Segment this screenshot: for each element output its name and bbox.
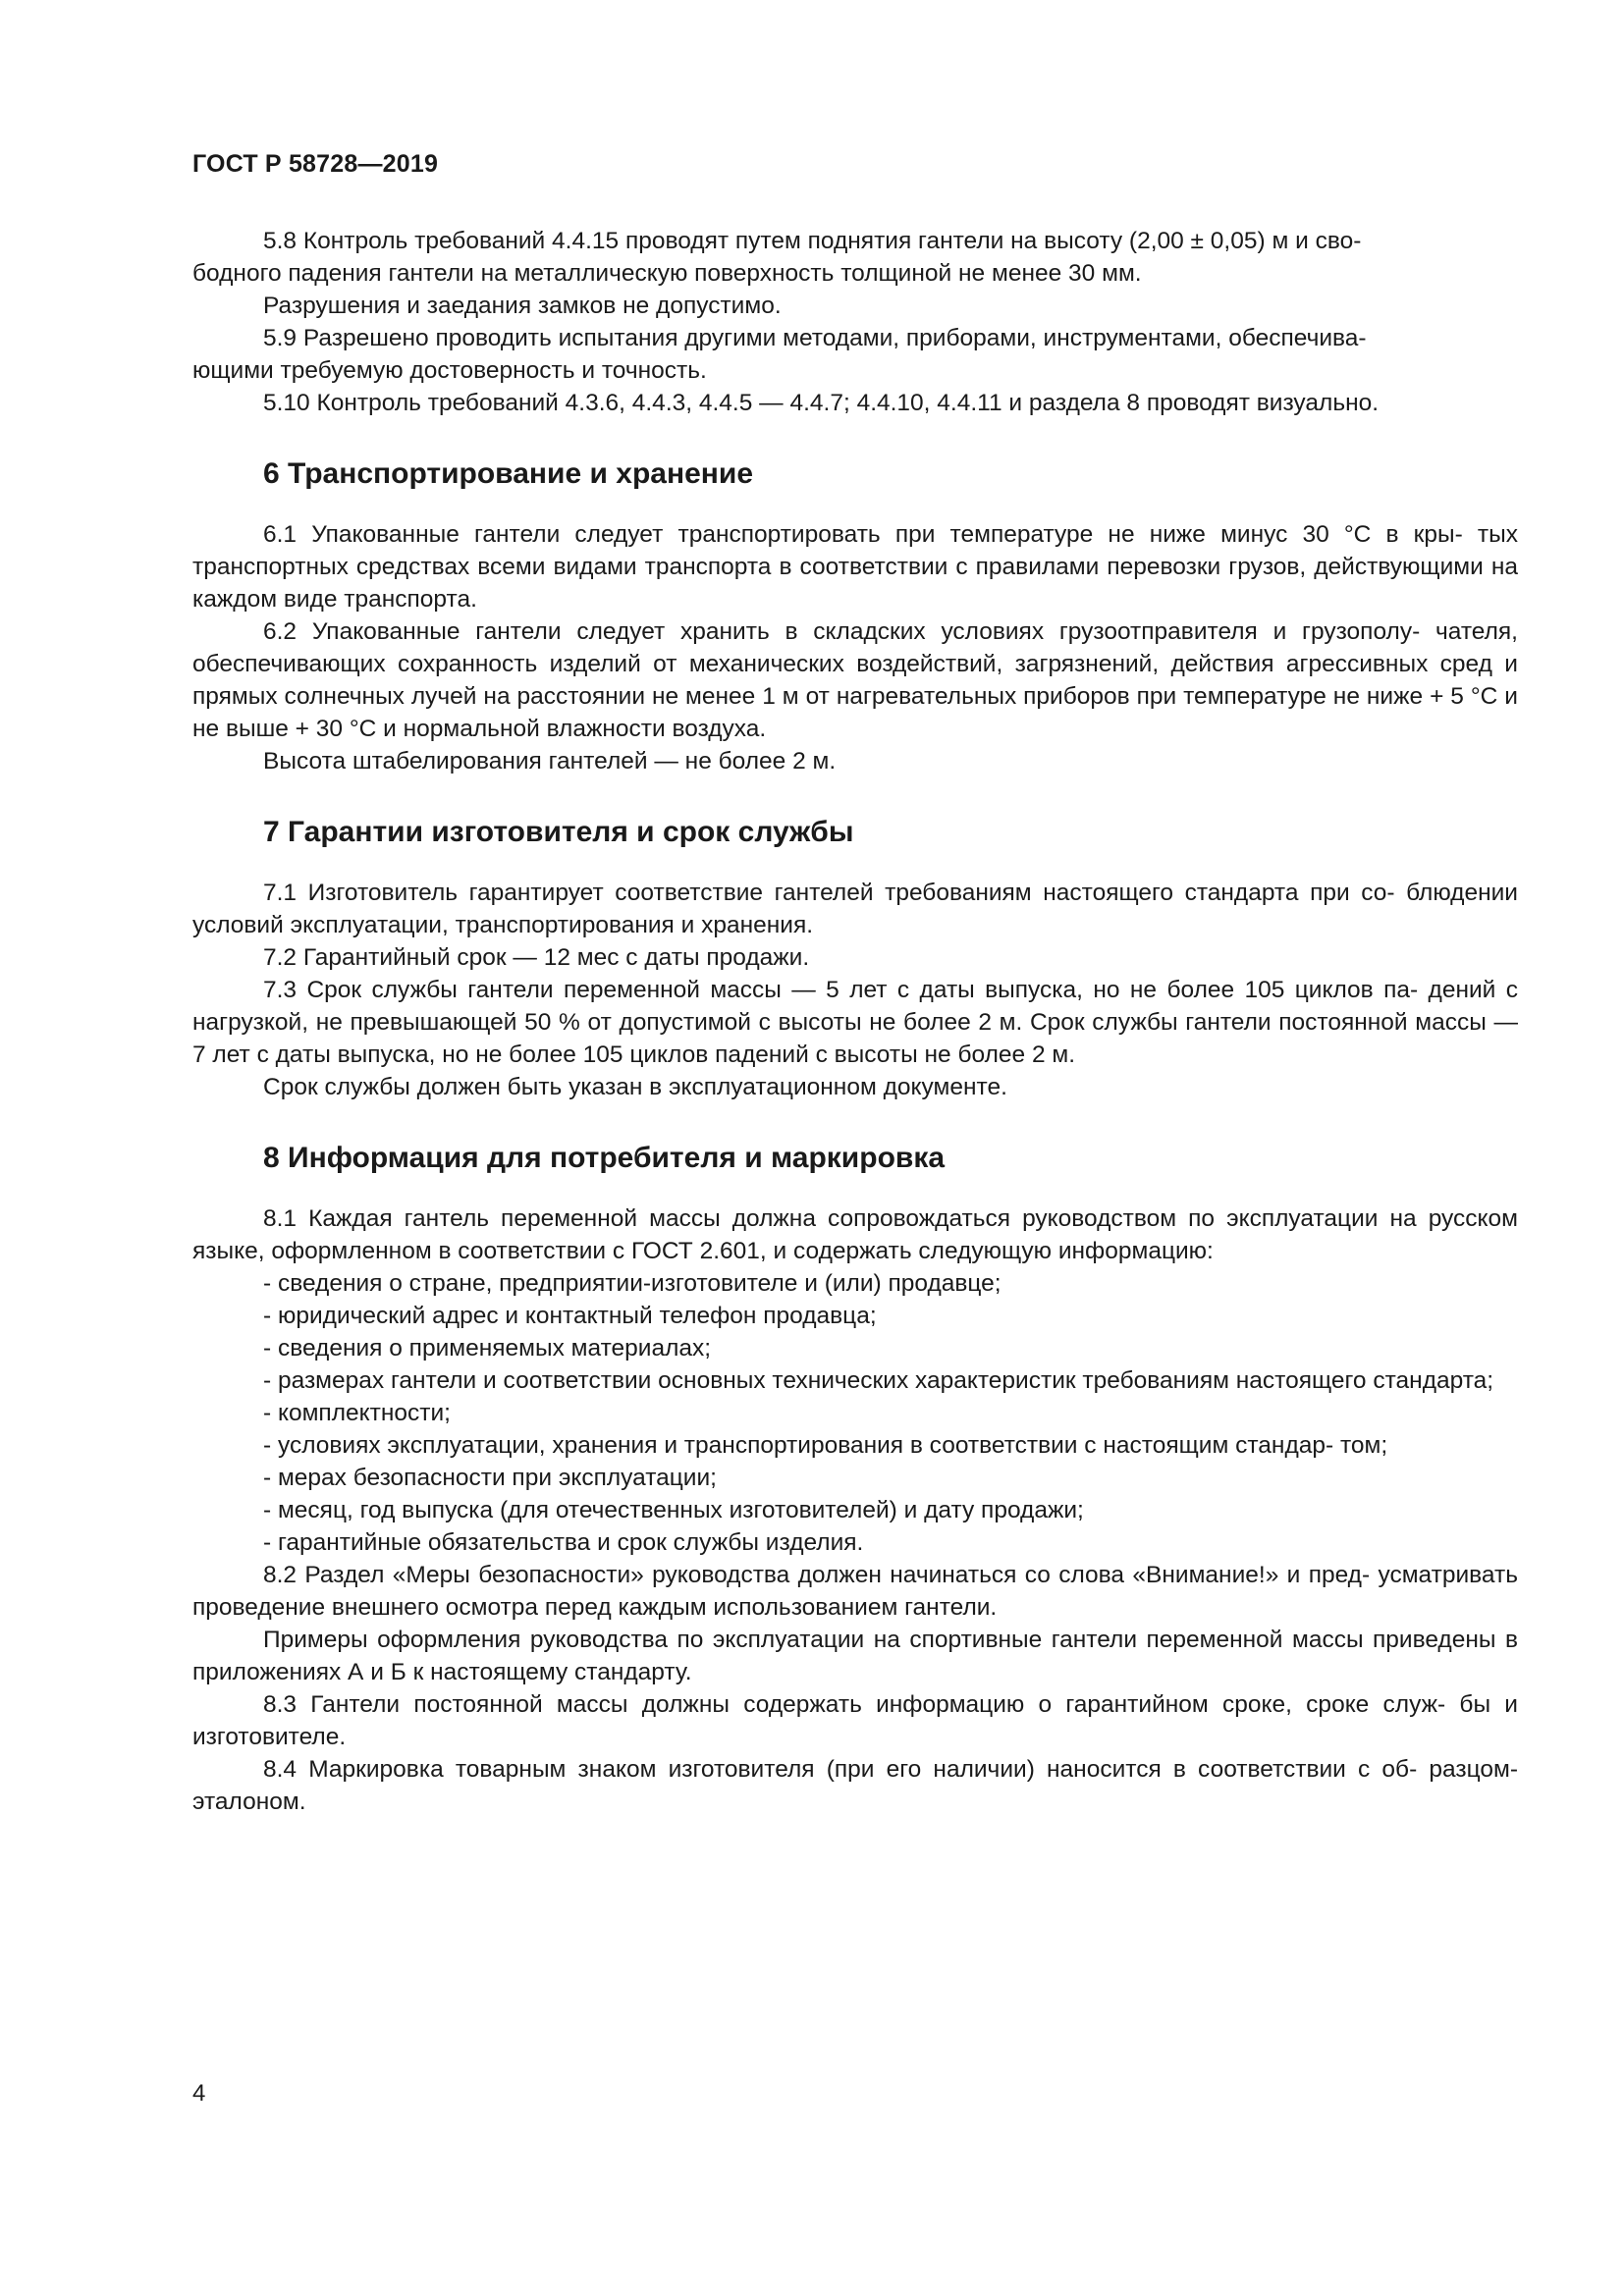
paragraph-5-8-line1: 5.8 Контроль требований 4.4.15 проводят путем поднятия гантели на высоту (2,00 ± 0,05) м и сво- <box>263 228 1362 254</box>
paragraph-8-1: 8.1 Каждая гантель переменной массы должна сопровождаться руководством по эксплуатации на русском языке, оформленном в соответствии с ГОСТ 2.601, и содержать следующую информацию: <box>192 1205 1518 1264</box>
paragraph-7-1: 7.1 Изготовитель гарантирует соответствие гантелей требованиям настоящего стандарта при со- блюдении условий эксплуатации, транспортирования и хранения. <box>192 880 1518 938</box>
page-number: 4 <box>192 2080 206 2107</box>
paragraph-5-8-note: Разрушения и заедания замков не допустимо. <box>263 293 782 319</box>
paragraph-7-3-note: Срок службы должен быть указан в эксплуатационном документе. <box>263 1074 1007 1100</box>
paragraph-6-2-stacking: Высота штабелирования гантелей — не более 2 м. <box>263 748 837 774</box>
document-code-header: ГОСТ Р 58728—2019 <box>192 150 439 178</box>
paragraph-7-3: 7.3 Срок службы гантели переменной массы — 5 лет с даты выпуска, но не более 105 циклов па- дений с нагрузкой, не превышающей 50 % от допустимой с высоты не более 2 м. Срок службы гантели постоянной массы — 7 лет с даты выпуска, но не более 105 циклов падений с высоты не более 2 м. <box>192 977 1518 1068</box>
paragraph-5-9-line2: ющими требуемую достоверность и точность. <box>192 357 707 384</box>
list-item: - месяц, год выпуска (для отечественных изготовителей) и дату продажи; <box>263 1497 1084 1523</box>
paragraph-8-2: 8.2 Раздел «Меры безопасности» руководства должен начинаться со слова «Внимание!» и пред- усматривать проведение внешнего осмотра перед каждым использованием гантели. <box>192 1562 1518 1621</box>
section-8-heading: 8 Информация для потребителя и маркировка <box>263 1142 946 1174</box>
paragraph-8-3: 8.3 Гантели постоянной массы должны содержать информацию о гарантийном сроке, сроке служ- бы и изготовителе. <box>192 1691 1518 1750</box>
paragraph-5-8-line2: бодного падения гантели на металлическую поверхность толщиной не менее 30 мм. <box>192 260 1142 287</box>
list-item: - мерах безопасности при эксплуатации; <box>263 1465 717 1491</box>
paragraph-6-2: 6.2 Упакованные гантели следует хранить в складских условиях грузоотправителя и грузополу- чателя, обеспечивающих сохранность изделий от механических воздействий, загрязнений, действия агрессивных сред и прямых солнечных лучей на расстоянии не менее 1 м от нагревательных приборов при температуре не ниже + 5 °С и не выше + 30 °С и нормальной влажности воздуха. <box>192 618 1518 742</box>
section-6-heading: 6 Транспортирование и хранение <box>263 457 754 490</box>
list-item: - условиях эксплуатации, хранения и транспортирования в соответствии с настоящим стандар- том; <box>263 1432 1388 1459</box>
paragraph-8-2-examples: Примеры оформления руководства по эксплуатации на спортивные гантели переменной массы приведены в приложениях А и Б к настоящему стандарту. <box>192 1627 1518 1685</box>
paragraph-8-4: 8.4 Маркировка товарным знаком изготовителя (при его наличии) наносится в соответствии с об- разцом-эталоном. <box>192 1756 1518 1815</box>
list-item: - комплектности; <box>263 1400 451 1426</box>
section-7-heading: 7 Гарантии изготовителя и срок службы <box>263 816 854 848</box>
list-item: - размерах гантели и соответствии основных технических характеристик требованиям настоящего стандарта; <box>263 1367 1494 1394</box>
list-item: - сведения о применяемых материалах; <box>263 1335 712 1362</box>
paragraph-6-1: 6.1 Упакованные гантели следует транспортировать при температуре не ниже минус 30 °С в кры- тых транспортных средствах всеми видами транспорта в соответствии с правилами перевозки грузов, действующими на каждом виде транспорта. <box>192 521 1518 613</box>
list-item: - юридический адрес и контактный телефон продавца; <box>263 1303 877 1329</box>
document-body <box>192 225 1518 1818</box>
list-item: - гарантийные обязательства и срок службы изделия. <box>263 1529 864 1556</box>
paragraph-5-9-line1: 5.9 Разрешено проводить испытания другими методами, приборами, инструментами, обеспечива- <box>263 325 1367 351</box>
list-item: - сведения о стране, предприятии-изготовителе и (или) продавце; <box>263 1270 1001 1297</box>
paragraph-5-10: 5.10 Контроль требований 4.3.6, 4.4.3, 4.4.5 — 4.4.7; 4.4.10, 4.4.11 и раздела 8 проводят визуально. <box>263 390 1380 416</box>
paragraph-7-2: 7.2 Гарантийный срок — 12 мес с даты продажи. <box>263 944 810 971</box>
